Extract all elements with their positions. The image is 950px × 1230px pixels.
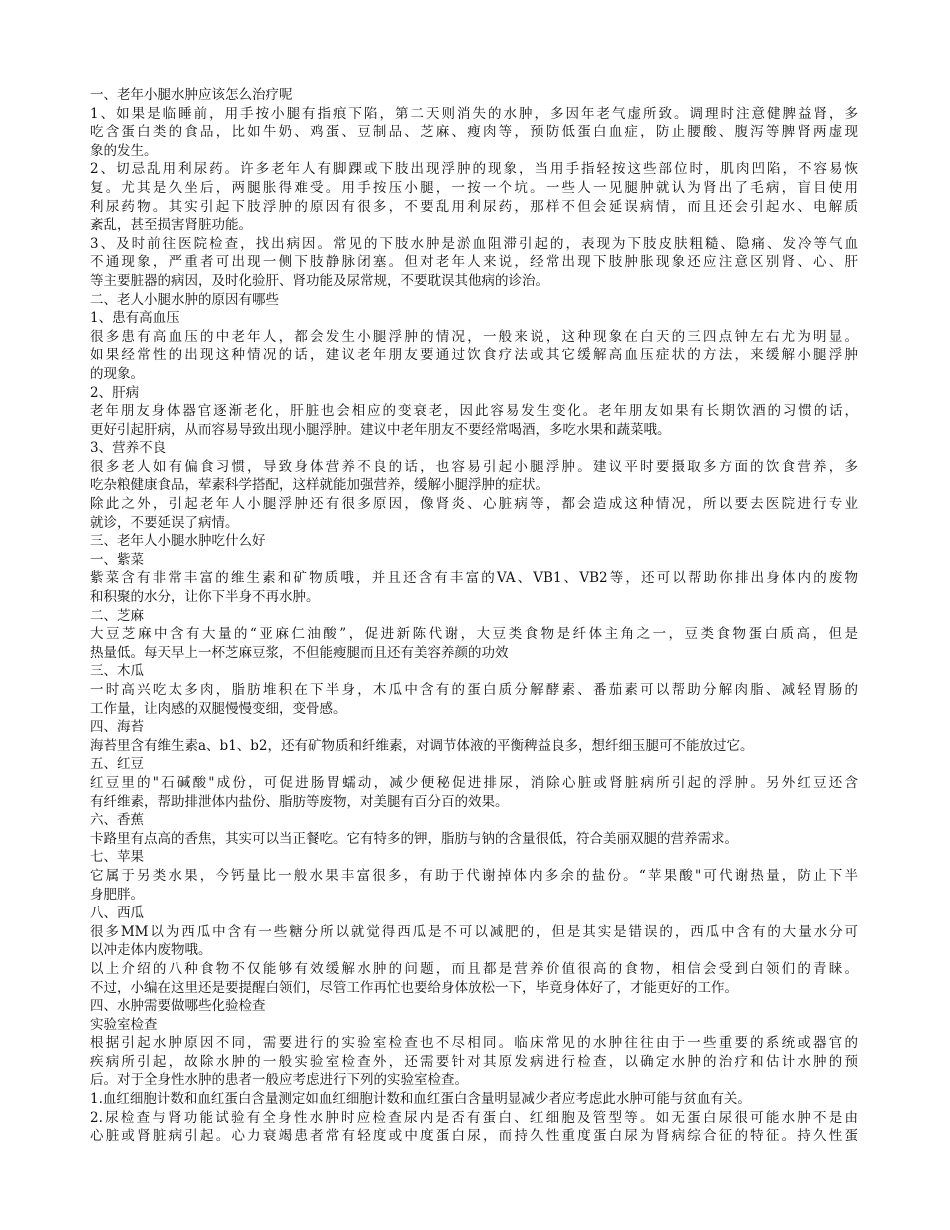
subheading: 五、红豆: [90, 756, 144, 773]
section-heading-4: 四、水肿需要做哪些化验检查: [90, 998, 266, 1015]
paragraph-line: 很多MM以为西瓜中含有一些糖分所以就觉得西瓜是不可以减肥的，但是其实是错误的，西瓜中含有的大量水分可: [90, 923, 858, 940]
paragraph-line: 有纤维素，帮助排泄体内盐份、脂肪等废物，对美腿有百分百的效果。: [90, 793, 509, 810]
paragraph-line: 1.血红细胞计数和血红蛋白含量测定如血红细胞计数和血红蛋白含量明显减少者应考虑此水肿可能与贫血有关。: [90, 1091, 751, 1108]
subheading: 3、营养不良: [90, 440, 167, 457]
subheading: 八、西瓜: [90, 905, 144, 922]
paragraph-line: 工作量，让肉感的双腿慢慢变细，变骨感。: [90, 700, 347, 717]
paragraph-line: 身肥胖。: [90, 886, 144, 903]
subheading: 四、海苔: [90, 719, 144, 736]
paragraph-line: 就诊，不要延误了病情。: [90, 514, 239, 531]
paragraph-line: 吃含蛋白类的食品，比如牛奶、鸡蛋、豆制品、芝麻、瘦肉等，预防低蛋白血症，防止腰酸、腹泻等脾肾两虚现: [90, 124, 858, 141]
paragraph-line: 以上介绍的八种食物不仅能够有效缓解水肿的问题，而且都是营养价值很高的食物，相信会受到白领们的青睐。: [90, 960, 858, 977]
paragraph-line: 老年朋友身体器官逐渐老化，肝脏也会相应的变衰老，因此容易发生变化。老年朋友如果有长期饮酒的习惯的话，: [90, 403, 858, 420]
paragraph-line: 如果经常性的出现这种情况的话，建议老年朋友要通过饮食疗法或其它缓解高血压症状的方法，来缓解小腿浮肿: [90, 347, 858, 364]
paragraph-line: 很多患有高血压的中老年人，都会发生小腿浮肿的情况，一般来说，这种现象在白天的三四点钟左右尤为明显。: [90, 328, 858, 345]
subheading: 1、患有高血压: [90, 310, 180, 327]
paragraph-line: 后。对于全身性水肿的患者一般应考虑进行下列的实验室检查。: [90, 1072, 468, 1089]
subheading: 二、芝麻: [90, 607, 144, 624]
paragraph-line: 以冲走体内废物哦。: [90, 942, 212, 959]
document-body: [90, 86, 858, 1146]
paragraph-line: 卡路里有点高的香焦，其实可以当正餐吃。它有特多的钾，脂肪与钠的含量很低，符合美丽双腿的营养需求。: [90, 830, 738, 847]
paragraph-line: 1、如果是临睡前，用手按小腿有指痕下陷，第二天则消失的水肿，多因年老气虚所致。调理时注意健脾益肾，多: [90, 105, 858, 122]
paragraph-line: 紫菜含有非常丰富的维生素和矿物质哦，并且还含有丰富的VA、VB1、VB2等，还可以帮助你排出身体内的废物: [90, 570, 858, 587]
section-heading-2: 二、老人小腿水肿的原因有哪些: [90, 291, 279, 308]
paragraph-line: 疾病所引起，故除水肿的一般实验室检查外，还需要针对其原发病进行检查，以确定水肿的治疗和估计水肿的预: [90, 1053, 858, 1070]
paragraph-line: 复。尤其是久坐后，两腿胀得难受。用手按压小腿，一按一个坑。一些人一见腿肿就认为肾出了毛病，盲目使用: [90, 179, 858, 196]
section-heading-3: 三、老年人小腿水肿吃什么好: [90, 533, 266, 550]
paragraph-line: 心脏或肾脏病引起。心力衰竭患者常有轻度或中度蛋白尿，而持久性重度蛋白尿为肾病综合征的特征。持久性蛋: [90, 1128, 858, 1145]
paragraph-line: 大豆芝麻中含有大量的“亚麻仁油酸”，促进新陈代谢，大豆类食物是纤体主角之一，豆类食物蛋白质高，但是: [90, 626, 858, 643]
paragraph-line: 吃杂粮健康食品，荤素科学搭配，这样就能加强营养，缓解小腿浮肿的症状。: [90, 477, 549, 494]
paragraph-line: 的现象。: [90, 365, 144, 382]
paragraph-line: 不过，小编在这里还是要提醒白领们，尽管工作再忙也要给身体放松一下，毕竟身体好了，才能更好的工作。: [90, 979, 738, 996]
paragraph-line: 除此之外，引起老年人小腿浮肿还有很多原因，像肾炎、心脏病等，都会造成这种情况，所以要去医院进行专业: [90, 496, 858, 513]
paragraph-line: 3、及时前往医院检查，找出病因。常见的下肢水肿是淤血阻滞引起的，表现为下肢皮肤粗糙、隐痛、发冷等气血: [90, 235, 858, 252]
subheading: 三、木瓜: [90, 663, 144, 680]
paragraph-line: 根据引起水肿原因不同，需要进行的实验室检查也不尽相同。临床常见的水肿往往由于一些重要的系统或器官的: [90, 1035, 858, 1052]
paragraph-line: 很多老人如有偏食习惯，导致身体营养不良的话，也容易引起小腿浮肿。建议平时要摄取多方面的饮食营养，多: [90, 458, 858, 475]
paragraph-line: 海苔里含有维生素a、b1、b2，还有矿物质和纤维素，对调节体液的平衡稗益良多，想纤细玉腿可不能放过它。: [90, 737, 754, 754]
paragraph-line: 紊乱，甚至损害肾脏功能。: [90, 217, 252, 234]
subheading: 一、紫菜: [90, 551, 144, 568]
subheading: 2、肝病: [90, 384, 140, 401]
subheading: 六、香蕉: [90, 812, 144, 829]
paragraph-line: 它属于另类水果，今钙量比一般水果丰富很多，有助于代谢掉体内多余的盐份。“苹果酸"可代谢热量，防止下半: [90, 867, 858, 884]
paragraph-line: 2.尿检查与肾功能试验有全身性水肿时应检查尿内是否有蛋白、红细胞及管型等。如无蛋白尿很可能水肿不是由: [90, 1109, 858, 1126]
paragraph-line: 利尿药物。其实引起下肢浮肿的原因有很多，不要乱用利尿药，那样不但会延误病情，而且还会引起水、电解质: [90, 198, 858, 215]
paragraph-line: 象的发生。: [90, 142, 158, 159]
paragraph-line: 不通现象，严重者可出现一侧下肢静脉闭塞。但对老年人来说，经常出现下肢肿胀现象还应注意区别肾、心、肝: [90, 254, 858, 271]
section-heading-1: 一、老年小腿水肿应该怎么治疗呢: [90, 87, 293, 103]
paragraph-line: 2、切忌乱用利尿药。许多老年人有脚踝或下肢出现浮肿的现象，当用手指轻按这些部位时，肌肉凹陷，不容易恢: [90, 161, 858, 178]
paragraph-line: 等主要脏器的病因，及时化验肝、肾功能及尿常规，不要耽误其他病的诊治。: [90, 272, 549, 289]
paragraph-line: 更好引起肝病，从而容易导致出现小腿浮肿。建议中老年朋友不要经常喝酒，多吃水果和蔬菜哦。: [90, 421, 671, 438]
paragraph-line: 红豆里的"石碱酸"成份，可促进肠胃蠕动，减少便秘促进排尿，消除心脏或肾脏病所引起的浮肿。另外红豆还含: [90, 774, 858, 791]
paragraph-line: 一时高兴吃太多肉，脂肪堆积在下半身，木瓜中含有的蛋白质分解酵素、番茄素可以帮助分解肉脂、减轻胃肠的: [90, 682, 858, 698]
paragraph-line: 热量低。每天早上一杯芝麻豆浆，不但能瘦腿而且还有美容养颜的功效: [90, 644, 509, 661]
paragraph-line: 和积聚的水分，让你下半身不再水肿。: [90, 589, 320, 606]
subheading: 实验室检查: [90, 1016, 158, 1033]
subheading: 七、苹果: [90, 849, 144, 866]
